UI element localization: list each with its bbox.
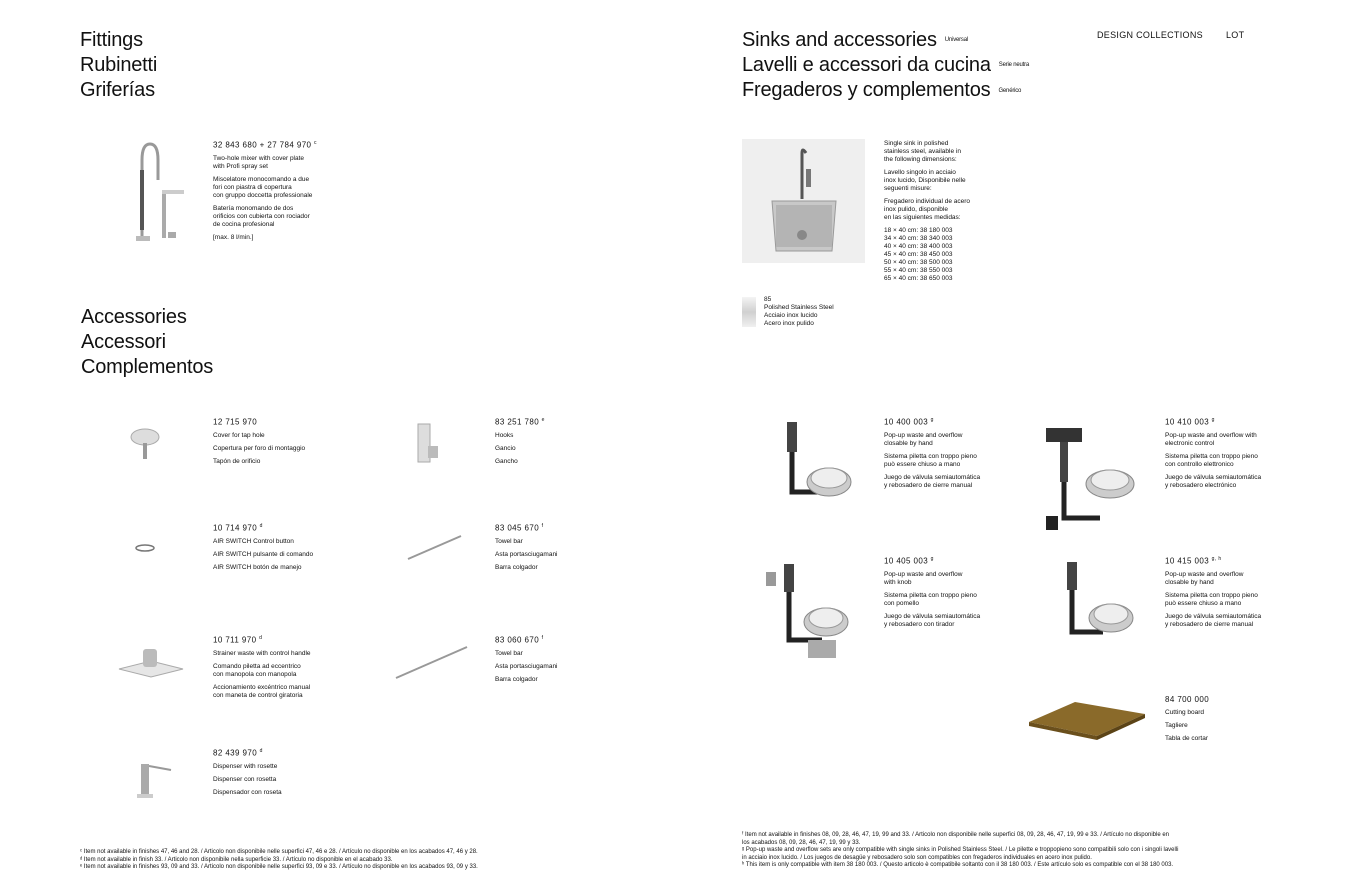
dispenser-image [135,752,175,805]
desc-it: Sistema piletta con troppo pieno può essere chiuso a mano [1165,591,1258,607]
desc-en: Pop-up waste and overflow with knob [884,570,963,586]
desc-en: AIR SWITCH Control button [213,537,294,545]
desc-es: Fregadero individual de acero inox pulido, disponible en las siguientes medidas: [884,198,970,221]
nav-design-collections[interactable]: DESIGN COLLECTIONS [1097,30,1203,40]
heading-line: Accessories [81,306,187,328]
heading-line: Griferías [80,79,155,101]
sink-description [884,140,1024,283]
cutting-board-image [1025,700,1149,745]
sinks-heading [742,28,1029,104]
heading-line: Rubinetti [80,54,158,76]
desc-es: Accionamiento excéntrico manual con maneta de control giratoria [213,683,311,699]
desc-it: Lavello singolo in acciaio inox lucido, Disponibile nelle seguenti misure: [884,169,966,192]
desc-en: Cover for tap hole [213,431,265,439]
desc-en: Hooks [495,431,514,439]
hooks-image [410,422,442,471]
desc-es: Tapón de orificio [213,457,261,465]
waste-knob-image [762,560,854,669]
desc-it: Gancio [495,444,516,452]
item-code: 12 715 970 [213,417,258,427]
finish-info [764,296,834,328]
accessory-item [213,748,373,802]
fittings-heading [80,28,157,103]
desc-en: Cutting board [1165,709,1205,716]
accessory-item [213,417,373,471]
desc-it: Sistema piletta con troppo pieno può essere chiuso a mano [884,452,977,468]
item-code: 32 843 680 + 27 784 970 $^c$ [213,140,317,150]
fitting-item [213,140,373,247]
accessories-heading [81,305,213,380]
accessory-item [495,417,655,471]
finish-names: Polished Stainless Steel Acciaio inox lucido Acero inox pulido [764,304,834,327]
heading-line: Complementos [81,356,214,378]
desc-en: Single sink in polished stainless steel, available in the following dimensions: [884,140,961,163]
waste-18cm-image [1055,560,1139,653]
item-code: 83 060 670 $^f$ [495,635,544,645]
heading-line: Accessori [81,331,166,353]
nav-lot[interactable]: LOT [1226,30,1245,40]
tap-hole-cover-image [125,425,165,470]
desc-es: AIR SWITCH botón de manejo [213,563,302,571]
desc-it: Comando piletta ad eccentrico con manopola con manopola [213,662,301,678]
item-code: 10 415 003 $^{g, h}$ [1165,556,1222,566]
item-code: 10 711 970 $^d$ [213,635,263,645]
mixer-image [128,140,190,249]
desc-es: Juego de válvula semiautomática y rebosadero de cierre manual [1165,612,1262,628]
desc-es: Barra colgador [495,675,538,683]
waste-item [1165,556,1325,634]
desc-en: Pop-up waste and overflow with electronic control [1165,431,1257,447]
item-code: 84 700 000 [1165,695,1210,704]
series-tag: Genérico [998,87,1022,94]
desc-it: Dispenser con rosetta [213,775,277,783]
item-code: 83 045 670 $^f$ [495,523,544,533]
cutting-board-item [1165,695,1325,748]
desc-es: Dispensador con roseta [213,788,282,796]
footnotes-left: ᶜ Item not available in finishes 47, 46 and 28. / Articolo non disponibile nelle superfici 47, 46 e 28. / Artículo no disponible en los acabados 47, 46 y 28. ᵈ Item not available in finish 33. / Articolo non disponibile nella superficie 33. / Artículo no disponible en el acabado 33. ᵉ Item not available in finishes 93, 09 and 33. / Articolo non disponibile nelle superfici 93, 09 e 33. / Artículo no disponible en los acabados 93, 09 y 33. [80,849,478,871]
towel-bar-long-image [393,643,471,686]
desc-en: Pop-up waste and overflow closable by hand [1165,570,1244,586]
desc-es: Gancho [495,457,518,465]
item-code: 83 251 780 $^e$ [495,417,545,427]
desc-es: Batería monomando de dos orificios con cubierta con rociador de cocina profesional [213,204,310,228]
item-code: 10 400 003 $^g$ [884,417,934,427]
item-code: 82 439 970 $^d$ [213,748,263,758]
item-code: 10 405 003 $^g$ [884,556,934,566]
strainer-handle-image [115,645,187,686]
desc-es: Tabla de cortar [1165,735,1208,742]
desc-it: Asta portasciugamani [495,550,558,558]
desc-it: Miscelatore monocomando a due fori con piastra di copertura con gruppo doccetta professionale [213,175,313,199]
desc-it: Sistema piletta con troppo pieno con controllo elettronico [1165,452,1258,468]
desc-es: Juego de válvula semiautomática y rebosadero de cierre manual [884,473,981,489]
sink-sizes: 18 × 40 cm: 38 180 003 34 × 40 cm: 38 340 003 40 × 40 cm: 38 400 003 45 × 40 cm: 38 450 003 50 × 40 cm: 38 500 003 55 × 40 cm: 38 550 003 65 × 40 cm: 38 650 003 [884,227,953,282]
towel-bar-image [405,532,465,567]
desc-en: Dispenser with rosette [213,762,278,770]
series-tag: Serie neutra [998,62,1030,69]
finish-number: 85 [764,296,772,303]
desc-it: Copertura per foro di montaggio [213,444,306,452]
desc-en: Strainer waste with control handle [213,649,311,657]
waste-item [1165,417,1325,495]
heading-line: Fittings [80,29,143,51]
desc-it: Asta portasciugamani [495,662,558,670]
heading-line: Fregaderos y complementos Genérico [742,79,1022,102]
footnotes-right: ᶠ Item not available in finishes 08, 09, 28, 46, 47, 19, 99 and 33. / Articolo non disponibile nelle superfici 08, 09, 28, 46, 47, 19, 99 e 33. / Artículo no disponible en los acabados 08, 09, 28, 46, 47, 19, 99 y 33. ᵍ Pop-up waste and overflow sets are only compatible with single sinks in Polished Stainless Steel. / Le pilette e troppopieno sono compatibili solo con i singoli lavelli in acciaio inox lucido. / Los juegos de desagüe y rebosadero solo son compatibles con fregaderos individuales en acero inox pulido. ʰ This item is only compatible with item 38 180 003. / Questo articolo è compatibile soltanto con il 38 180 003. / Este artículo solo es compatible con el 38 180 003. [742,832,1179,869]
item-code: 10 410 003 $^g$ [1165,417,1215,427]
waste-item [884,556,1044,634]
sink-image [742,139,865,263]
desc-en: Towel bar [495,649,523,657]
waste-electronic-image [1040,418,1136,545]
waste-item [884,417,1044,495]
desc-it: Sistema piletta con troppo pieno con pomello [884,591,977,607]
desc-es: Barra colgador [495,563,538,571]
item-code: 10 714 970 $^d$ [213,523,263,533]
heading-line: Sinks and accessories Universal [742,29,969,51]
desc-it: Tagliere [1165,722,1188,729]
desc-en: Pop-up waste and overflow closable by hand [884,431,963,447]
accessory-item [495,523,655,577]
desc-it: AIR SWITCH pulsante di comando [213,550,314,558]
waste-image [775,418,855,509]
desc-en: Two-hole mixer with cover plate with Profi spray set [213,154,305,170]
finish-swatch [742,297,756,327]
series-tag: Universal [944,37,969,44]
desc-es: Juego de válvula semiautomática y rebosadero electrónico [1165,473,1262,489]
desc-es: Juego de válvula semiautomática y rebosadero con tirador [884,612,981,628]
accessory-item [213,523,373,577]
heading-line: Lavelli e accessori da cucina Serie neutra [742,54,1030,77]
accessory-item [213,635,373,705]
air-switch-image [133,540,157,558]
desc-en: Towel bar [495,537,523,545]
accessory-item [495,635,655,689]
flow-rate: [max. 8 l/min.] [213,233,254,241]
